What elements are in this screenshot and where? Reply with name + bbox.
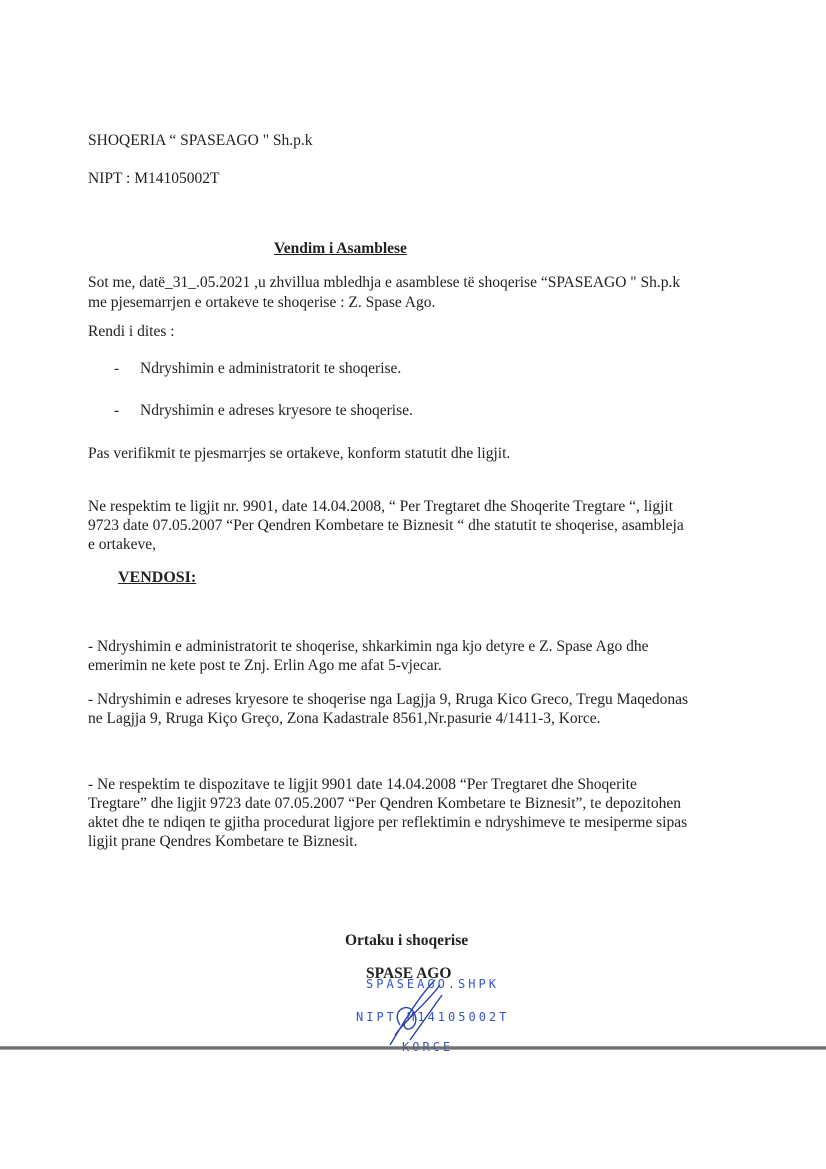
document-title: Vendim i Asamblese [274,240,407,257]
decision-line: - Ne respektim te dispozitave te ligjit 9901 date 14.04.2008 “Per Tregtaret dhe Shoqerite [88,776,637,793]
decides-heading: VENDOSI: [118,569,197,586]
decision-line: ne Lagjja 9, Rruga Kiço Greço, Zona Kadastrale 8561,Nr.pasurie 4/1411-3, Korce. [88,710,601,727]
legal-basis-line: 9723 date 07.05.2007 “Per Qendren Kombetare te Biznesit “ dhe statutit te shoqerise, asambleja [88,517,684,534]
decision-line: Tregtare” dhe ligjit 9723 date 07.05.2007 “Per Qendren Kombetare te Biznesit”, te depozitohen [88,795,681,812]
decision-line: emerimin ne kete post te Znj. Erlin Ago me afat 5-vjecar. [88,657,442,674]
intro-line-2: me pjesemarrjen e ortakeve te shoqerise : Z. Spase Ago. [88,294,436,311]
agenda-item: - Ndryshimin e adreses kryesore te shoqerise. [114,402,413,419]
intro-line-1: Sot me, datë_31_.05.2021 ,u zhvillua mbledhja e asamblese të shoqerise “SPASEAGO " Sh.p.k [88,274,681,291]
stamp-nipt: NIPT M14105002T [356,1010,510,1024]
company-name: SHOQERIA “ SPASEAGO " Sh.p.k [88,132,313,149]
stamp-company: SPASEAGO.SHPK [366,977,499,991]
signatory-name: SPASE AGO [366,965,452,982]
handwritten-signature [380,975,460,1050]
agenda-label: Rendi i dites : [88,323,175,340]
verification-text: Pas verifikmit te pjesmarrjes se ortakeve, konform statutit dhe ligjit. [88,445,511,462]
company-nipt: NIPT : M14105002T [88,170,220,187]
scan-edge-line [0,1046,826,1050]
decision-line: ligjit prane Qendres Kombetare te Biznesit. [88,833,358,850]
signatory-role: Ortaku i shoqerise [345,932,469,949]
legal-basis-line: e ortakeve, [88,536,156,553]
legal-basis-line: Ne respektim te ligjit nr. 9901, date 14.04.2008, “ Per Tregtaret dhe Shoqerite Tregtare “, ligjit [88,498,674,515]
decision-line: aktet dhe te ndiqen te gjitha procedurat ligjore per reflektimin e ndryshimeve te mesiperme sipas [88,814,688,831]
decision-line: - Ndryshimin e administratorit te shoqerise, shkarkimin nga kjo detyre e Z. Spase Ago dhe [88,638,649,655]
decision-line: - Ndryshimin e adreses kryesore te shoqerise nga Lagjja 9, Rruga Kico Greco, Tregu Maqedonas [88,691,689,708]
agenda-item: - Ndryshimin e administratorit te shoqerise. [114,360,402,377]
